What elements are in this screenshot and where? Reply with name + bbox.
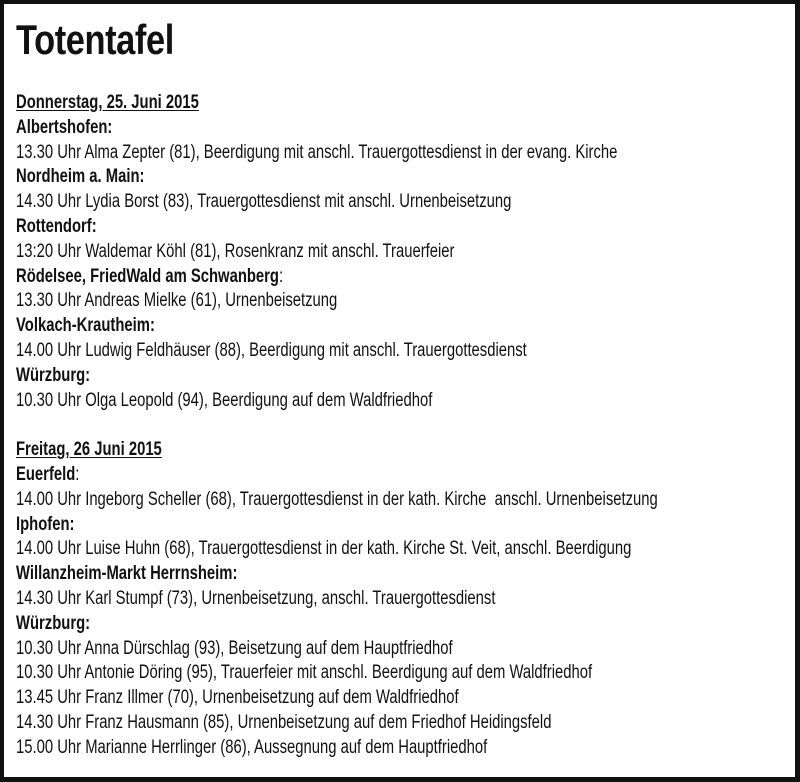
place-suffix: : (278, 265, 284, 287)
place-heading: Volkach-Krautheim: (16, 315, 155, 337)
funeral-entry: 13.45 Uhr Franz Illmer (70), Urnenbeisetzung auf dem Waldfriedhof (16, 687, 459, 709)
funeral-entry: 13.30 Uhr Alma Zepter (81), Beerdigung mit anschl. Trauergottesdienst in der evang. Kirche (16, 141, 618, 163)
place-heading (16, 265, 796, 290)
place-heading: Rottendorf: (16, 215, 97, 237)
funeral-entry: 14.00 Uhr Ludwig Feldhäuser (88), Beerdigung mit anschl. Trauergottesdienst (16, 339, 527, 361)
place-heading (16, 463, 796, 488)
funeral-entry: 13.30 Uhr Andreas Mielke (61), Urnenbeisetzung (16, 290, 338, 312)
day-heading: Donnerstag, 25. Juni 2015 (16, 92, 199, 113)
place-heading: Willanzheim-Markt Herrnsheim: (16, 563, 238, 585)
place-heading: Nordheim a. Main: (16, 166, 145, 188)
place-heading: Würzburg: (16, 612, 91, 634)
place-name: Euerfeld (16, 463, 76, 485)
funeral-entry: 14.00 Uhr Luise Huhn (68), Trauergottesdienst in der kath. Kirche St. Veit, anschl. Beerdigung (16, 538, 632, 560)
funeral-entry: 15.00 Uhr Marianne Herrlinger (86), Aussegnung auf dem Hauptfriedhof (16, 736, 488, 758)
place-heading: Würzburg: (16, 364, 91, 386)
funeral-entry: 14.30 Uhr Karl Stumpf (73), Urnenbeisetzung, anschl. Trauergottesdienst (16, 587, 496, 609)
place-suffix: : (75, 463, 80, 485)
funeral-entry: 10.30 Uhr Antonie Döring (95), Trauerfeier mit anschl. Beerdigung auf dem Waldfriedhof (16, 662, 593, 684)
place-heading: Albertshofen: (16, 116, 113, 138)
funeral-entry: 14.30 Uhr Lydia Borst (83), Trauergottesdienst mit anschl. Urnenbeisetzung (16, 191, 512, 213)
place-heading: Iphofen: (16, 513, 75, 535)
day-heading: Freitag, 26 Juni 2015 (16, 439, 162, 461)
page-title: Totentafel (16, 16, 174, 63)
funeral-entry: 14.30 Uhr Franz Hausmann (85), Urnenbeisetzung auf dem Friedhof Heidingsfeld (16, 711, 552, 733)
funeral-entry: 14.00 Uhr Ingeborg Scheller (68), Trauergottesdienst in der kath. Kirche anschl. Urnenbeisetzung (16, 488, 658, 510)
place-name: Rödelsee, FriedWald am Schwanberg (16, 265, 279, 287)
spacer (16, 413, 796, 438)
funeral-entry: 13:20 Uhr Waldemar Köhl (81), Rosenkranz mit anschl. Trauerfeier (16, 240, 455, 262)
funeral-entry: 10.30 Uhr Anna Dürschlag (93), Beisetzung auf dem Hauptfriedhof (16, 637, 453, 659)
funeral-entry: 10.30 Uhr Olga Leopold (94), Beerdigung auf dem Waldfriedhof (16, 389, 433, 411)
obituary-list (16, 91, 796, 761)
